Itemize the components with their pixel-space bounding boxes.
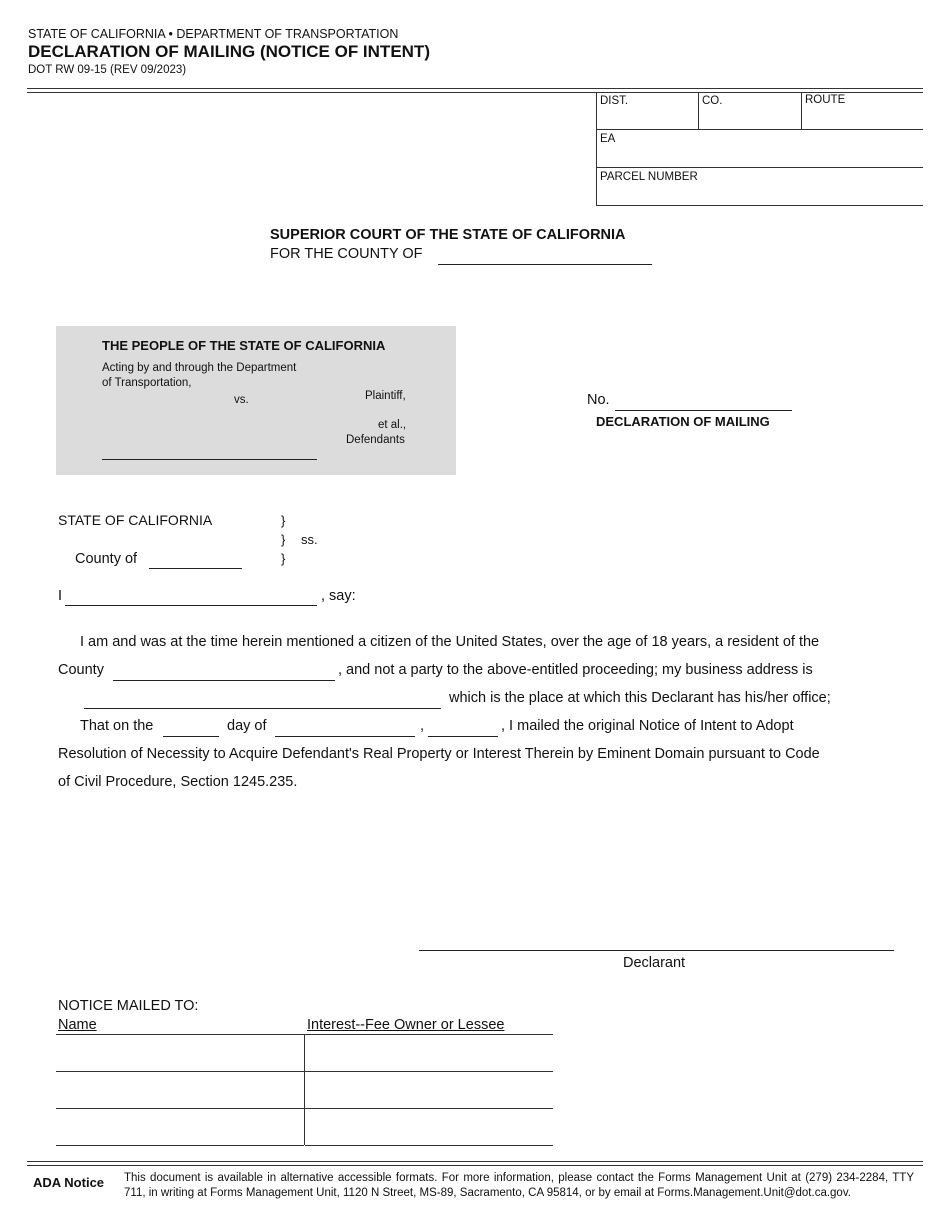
ada-notice-label: ADA Notice [33, 1175, 105, 1190]
defendant-name-field[interactable] [102, 459, 317, 460]
declarant-say: , say: [321, 588, 356, 604]
notice-name-cell-2[interactable] [56, 1072, 304, 1109]
co-label: CO. [702, 95, 723, 107]
ea-label: EA [600, 133, 616, 145]
route-label: ROUTE [805, 94, 846, 106]
vs-label: vs. [234, 394, 249, 406]
venue-brace: } [281, 532, 286, 547]
venue-state: STATE OF CALIFORNIA [58, 512, 213, 528]
column-header-interest: Interest--Fee Owner or Lessee [307, 1017, 505, 1033]
court-county-field[interactable] [438, 264, 652, 265]
declarant-signature-field[interactable] [419, 950, 894, 951]
court-title: SUPERIOR COURT OF THE STATE OF CALIFORNIA [270, 227, 626, 243]
notice-mailed-to-title: NOTICE MAILED TO: [58, 998, 199, 1014]
plaintiff-label: Plaintiff, [365, 390, 406, 402]
agency-line: STATE OF CALIFORNIA • DEPARTMENT OF TRANSPORTATION [28, 27, 399, 41]
business-address-field[interactable] [84, 708, 441, 709]
mailing-month-field[interactable] [275, 736, 415, 737]
body-line-4: , I mailed the original Notice of Intent to Adopt [501, 718, 794, 734]
form-number: DOT RW 09-15 (REV 09/2023) [28, 64, 187, 76]
plaintiff-name: THE PEOPLE OF THE STATE OF CALIFORNIA [102, 338, 386, 353]
venue-ss: ss. [301, 532, 318, 547]
ea-field[interactable] [596, 130, 923, 168]
declarant-label: Declarant [623, 955, 686, 971]
case-caption-box [56, 326, 456, 475]
form-title: DECLARATION OF MAILING (NOTICE OF INTENT) [28, 42, 430, 61]
parcel-number-label: PARCEL NUMBER [600, 171, 698, 183]
case-number-field[interactable] [615, 410, 792, 411]
footer-rule-top [27, 1161, 923, 1162]
notice-interest-cell-2[interactable] [305, 1072, 553, 1109]
body-line-1: I am and was at the time herein mentioned a citizen of the United States, over the age of 18 years, a resident of the [80, 634, 820, 650]
document-type-label: DECLARATION OF MAILING [596, 414, 770, 429]
id-box-divider [698, 92, 699, 130]
court-county-label: FOR THE COUNTY OF [270, 246, 423, 262]
acting-line-2: of Transportation, [102, 377, 192, 389]
venue-brace: } [281, 551, 286, 566]
header-rule-top [27, 88, 923, 89]
body-line-6: of Civil Procedure, Section 1245.235. [58, 774, 298, 790]
body-comma: , [420, 718, 425, 734]
mailing-year-field[interactable] [428, 736, 498, 737]
declarant-name-field[interactable] [65, 605, 317, 606]
defendants-label: Defendants [346, 434, 405, 446]
et-al-label: et al., [378, 419, 407, 431]
body-county-word: County [58, 662, 104, 678]
footer-rule-bottom [27, 1165, 923, 1166]
body-line-2: , and not a party to the above-entitled proceeding; my business address is [338, 662, 813, 678]
notice-name-cell-1[interactable] [56, 1034, 304, 1072]
notice-interest-cell-3[interactable] [305, 1109, 553, 1146]
dist-label: DIST. [600, 95, 629, 107]
notice-interest-cell-1[interactable] [305, 1034, 553, 1072]
body-that-on-the: That on the [80, 718, 154, 734]
declarant-i: I [58, 588, 63, 604]
acting-line-1: Acting by and through the Department [102, 362, 297, 374]
case-number-label: No. [587, 392, 610, 408]
id-box-divider [801, 92, 802, 130]
resident-county-field[interactable] [113, 680, 335, 681]
body-line-5: Resolution of Necessity to Acquire Defendant's Real Property or Interest Therein by Eminent Domain pursuant to Code [58, 746, 820, 762]
column-header-name: Name [58, 1017, 97, 1033]
body-day-of: day of [227, 718, 267, 734]
venue-county-field[interactable] [149, 568, 242, 569]
mailing-day-field[interactable] [163, 736, 219, 737]
notice-name-cell-3[interactable] [56, 1109, 304, 1146]
parcel-number-field[interactable] [596, 168, 923, 206]
venue-county-label: County of [75, 551, 138, 567]
ada-notice-text: This document is available in alternative accessible formats. For more information, please contact the Forms Management Unit at (279) 234-2284, TTY 711, in writing at Forms Management Unit, 1120 N Street, MS-89, Sacramento, CA 95814, or by email at Forms.Management.Unit@dot.ca.gov. [124, 1172, 914, 1199]
body-line-3: which is the place at which this Declarant has his/her office; [449, 690, 831, 706]
id-box-row-1 [596, 92, 923, 130]
venue-brace: } [281, 513, 286, 528]
